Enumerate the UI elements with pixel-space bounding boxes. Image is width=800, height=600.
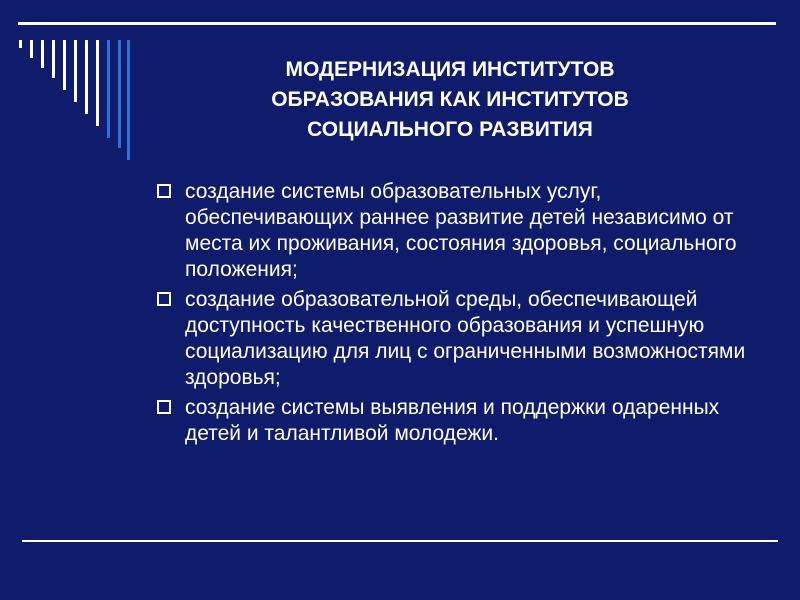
decorative-stripes [0, 0, 140, 170]
bullet-text: создание системы образовательных услуг, обеспечивающих раннее развитие детей независимо от места их проживания, состояния здоровья, социального положения; [185, 180, 737, 281]
bullet-text: создание системы выявления и поддержки одаренных детей и талантливой молодежи. [185, 396, 720, 445]
list-item [157, 179, 767, 283]
slide-title [200, 55, 700, 145]
bullet-text: создание образовательной среды, обеспечивающей доступность качественного образования и успешную социализацию для лиц с ограниченными возможностями здоровья; [185, 288, 746, 389]
bottom-divider-line [22, 540, 778, 542]
hollow-square-icon [157, 400, 171, 414]
decorative-stripe [107, 40, 110, 138]
title-line: СОЦИАЛЬНОГО РАЗВИТИЯ [307, 118, 593, 141]
decorative-stripe [118, 40, 121, 148]
bullet-list [157, 179, 767, 451]
decorative-stripe [63, 40, 66, 90]
decorative-stripe [52, 40, 55, 78]
decorative-stripe [96, 40, 99, 126]
hollow-square-icon [157, 292, 171, 306]
list-item [157, 287, 767, 391]
decorative-stripe [30, 40, 33, 58]
decorative-stripe [127, 40, 130, 160]
decorative-stripe [19, 40, 22, 48]
title-line: ОБРАЗОВАНИЯ КАК ИНСТИТУТОВ [271, 88, 629, 111]
title-line: МОДЕРНИЗАЦИЯ ИНСТИТУТОВ [285, 58, 615, 81]
decorative-stripe [85, 40, 88, 114]
hollow-square-icon [157, 184, 171, 198]
list-item [157, 395, 767, 447]
decorative-stripe [74, 40, 77, 102]
decorative-stripe [41, 40, 44, 68]
